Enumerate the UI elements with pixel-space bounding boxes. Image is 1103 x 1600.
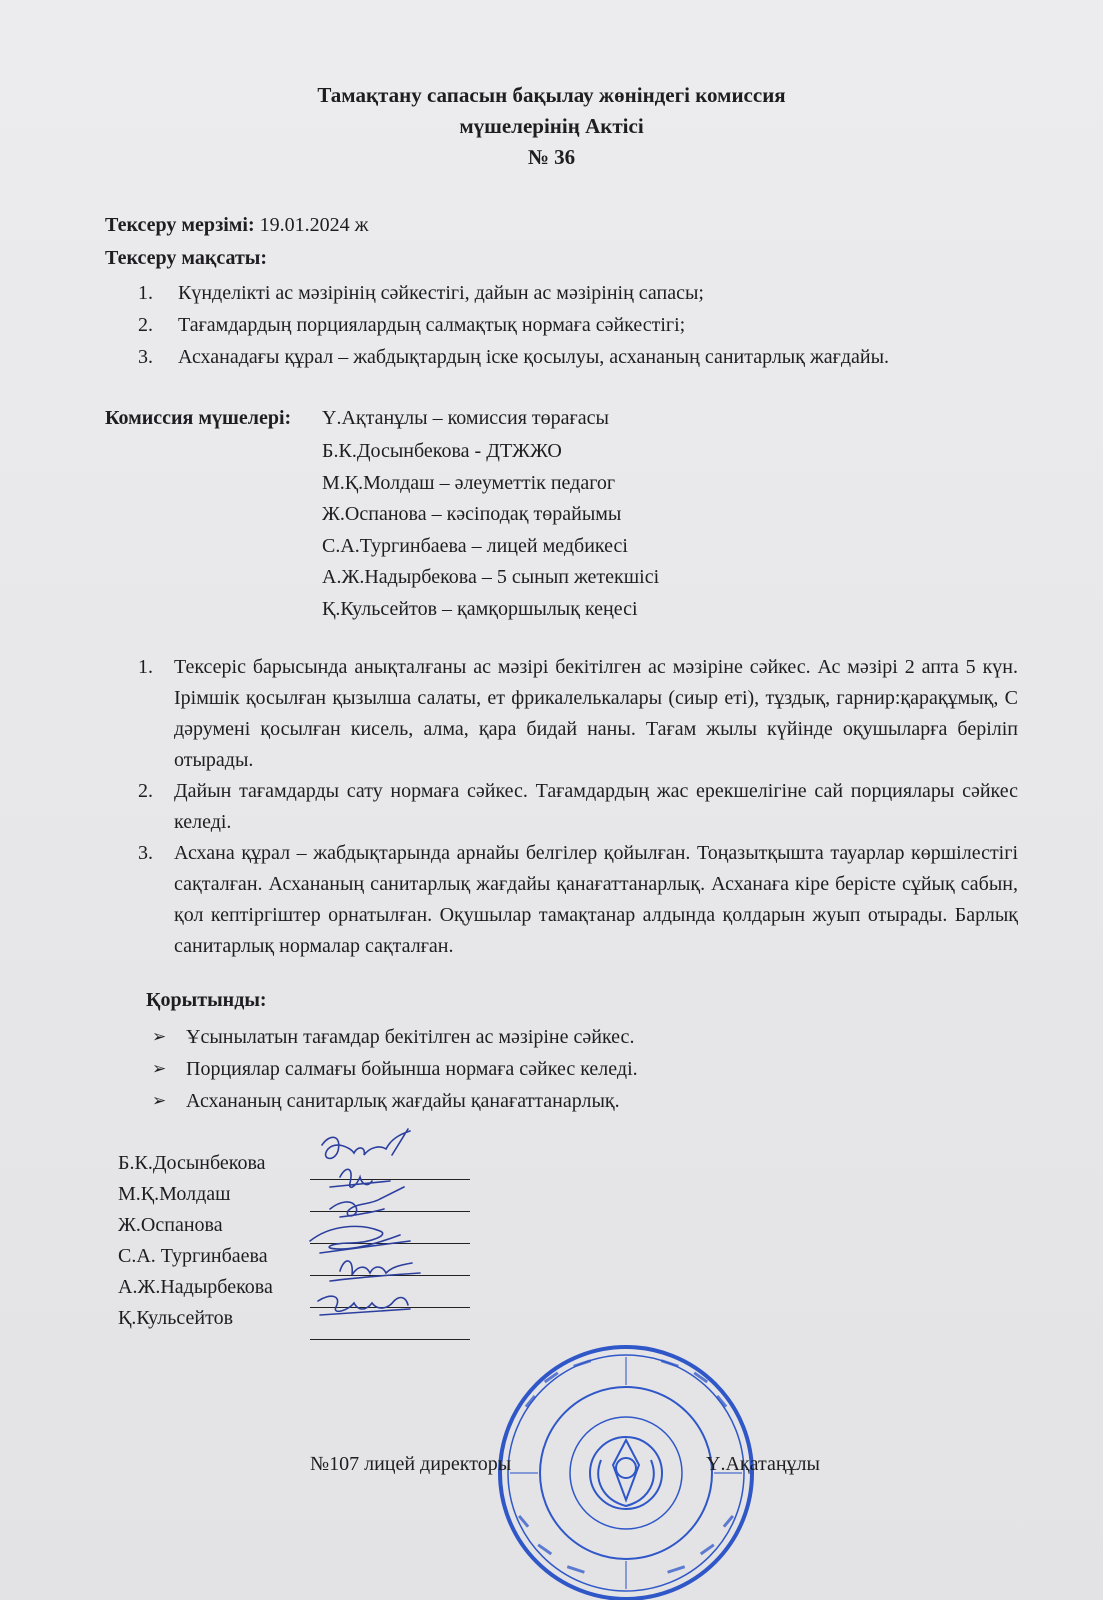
act-number: № 36 [527, 145, 576, 169]
finding-text: Асхана құрал – жабдықтарында арнайы белгілер қойылған. Тоңазытқышта тауарлар көршілестігі сақталған. Асхананың санитарлық жағдайы қанағаттанарлық. Асханаға кіре берісте сұйық сабын, қол кептіргіштер орнатылған. Оқушылар тамақтанар алдында қолдарын жуып отырады. Барлық санитарлық нормалар сақталған. [174, 842, 1018, 957]
director-name: Ү.Ақатаңұлы [706, 1453, 820, 1475]
conclusion-text: Асхананың санитарлық жағдайы қанағаттанарлық. [186, 1090, 620, 1112]
signature-6 [318, 1296, 410, 1315]
member: С.А.Тургинбаева – лицей медбикесі [322, 534, 628, 557]
signer-name: А.Ж.Надырбекова [118, 1276, 273, 1298]
goal-text: Асханадағы құрал – жабдықтардың іске қосылуы, асхананың санитарлық жағдайы. [178, 346, 890, 368]
list-item: 2. Дайын тағамдарды сату нормаға сәйкес. Тағамдардың жас ерекшелігіне сай порциялары сәйкес келеді. [138, 776, 1018, 838]
signer-name: Б.К.Досынбекова [118, 1152, 266, 1174]
signature-5 [330, 1261, 420, 1281]
members-list [322, 436, 659, 625]
goal-text: Күнделікті ас мәзірінің сәйкестігі, дайын ас мәзірінің сапасы; [178, 282, 704, 304]
title-line-2: мүшелерінің Актісі [459, 114, 644, 138]
list-item: 3. Асханадағы құрал – жабдықтардың іске қосылуы, асхананың санитарлық жағдайы. [138, 341, 889, 373]
member: М.Қ.Молдаш – әлеуметтік педагог [322, 471, 616, 494]
commission-label: Комиссия мүшелері: [105, 407, 292, 429]
signer-name: М.Қ.Молдаш [118, 1183, 231, 1205]
signer-name: Қ.Кульсейтов [118, 1307, 234, 1329]
conclusion-text: Ұсынылатын тағамдар бекітілген ас мәзіріне сәйкес. [186, 1026, 635, 1048]
member: А.Ж.Надырбекова – 5 сынып жетекшісі [322, 566, 660, 588]
inspection-date [105, 210, 368, 240]
list-item [152, 1021, 638, 1053]
member-chair: Ү.Ақтанұлы – комиссия төрағасы [322, 407, 609, 429]
arrow-bullet-icon: ➢ [152, 1091, 167, 1110]
title-line-1: Тамақтану сапасын бақылау жөніндегі комиссия [317, 83, 786, 107]
document-title [0, 80, 1103, 173]
finding-text: Тексеріс барысында анықталғаны ас мәзірі бекітілген ас мәзіріне сәйкес. Ас мәзірі 2 апта 5 күн. Ірімшік қосылған қызылша салаты, ет фрикалелькалары (сиыр еті), тұздық, гарнир:қарақұмық, С дәрумені қосылған кисель, алма, қара бидай наны. Тағам жылы күйінде оқушыларға беріліп отырады. [174, 656, 1018, 771]
goal-list [138, 277, 889, 373]
goal-label: Тексеру мақсаты: [105, 247, 268, 269]
list-item: 1. Күнделікті ас мәзірінің сәйкестігі, дайын ас мәзірінің сапасы; [138, 277, 889, 309]
conclusion-list [152, 1021, 638, 1117]
signature-4 [310, 1226, 410, 1253]
signer-name: Ж.Оспанова [118, 1214, 223, 1236]
signature-1 [322, 1129, 410, 1158]
signature-3 [330, 1187, 404, 1217]
member: Қ.Кульсейтов – қамқоршылық кеңесі [322, 597, 638, 620]
list-item: 3. Асхана құрал – жабдықтарында арнайы белгілер қойылған. Тоңазытқышта тауарлар көршілестігі сақталған. Асхананың санитарлық жағдайы қанағаттанарлық. Асханаға кіре берісте сұйық сабын, қол кептіргіштер орнатылған. Оқушылар тамақтанар алдында қолдарын жуып отырады. Барлық санитарлық нормалар сақталған. [138, 838, 1018, 962]
finding-text: Дайын тағамдарды сату нормаға сәйкес. Тағамдардың жас ерекшелігіне сай порциялары сәйкес келеді. [174, 780, 1018, 833]
arrow-bullet-icon: ➢ [152, 1027, 167, 1046]
list-item: 2. Тағамдардың порциялардың салмақтық нормаға сәйкестігі; [138, 309, 889, 341]
handwritten-signatures [300, 1125, 500, 1345]
list-item [152, 1053, 638, 1085]
date-label: Тексеру мерзімі: [105, 214, 255, 236]
member: Б.К.Досынбекова - ДТЖЖО [322, 440, 562, 462]
signer-name: С.А. Тургинбаева [118, 1245, 268, 1267]
findings-list [138, 652, 1018, 962]
director-label: №107 лицей директоры [310, 1453, 512, 1475]
list-item: 1. Тексеріс барысында анықталғаны ас мәзірі бекітілген ас мәзіріне сәйкес. Ас мәзірі 2 апта 5 күн. Ірімшік қосылған қызылша салаты, ет фрикалелькалары (сиыр еті), тұздық, гарнир:қарақұмық, С дәрумені қосылған кисель, алма, қара бидай наны. Тағам жылы күйінде оқушыларға беріліп отырады. [138, 652, 1018, 776]
signers-list [118, 1148, 273, 1334]
list-item [152, 1085, 638, 1117]
conclusion-label: Қорытынды: [146, 989, 267, 1011]
goal-text: Тағамдардың порциялардың салмақтық нормаға сәйкестігі; [178, 314, 686, 336]
conclusion-text: Порциялар салмағы бойынша нормаға сәйкес келеді. [186, 1058, 638, 1080]
arrow-bullet-icon: ➢ [152, 1059, 167, 1078]
date-value: 19.01.2024 ж [254, 214, 369, 236]
member: Ж.Оспанова – кәсіподақ төрайымы [322, 503, 622, 525]
signature-2 [330, 1169, 390, 1187]
